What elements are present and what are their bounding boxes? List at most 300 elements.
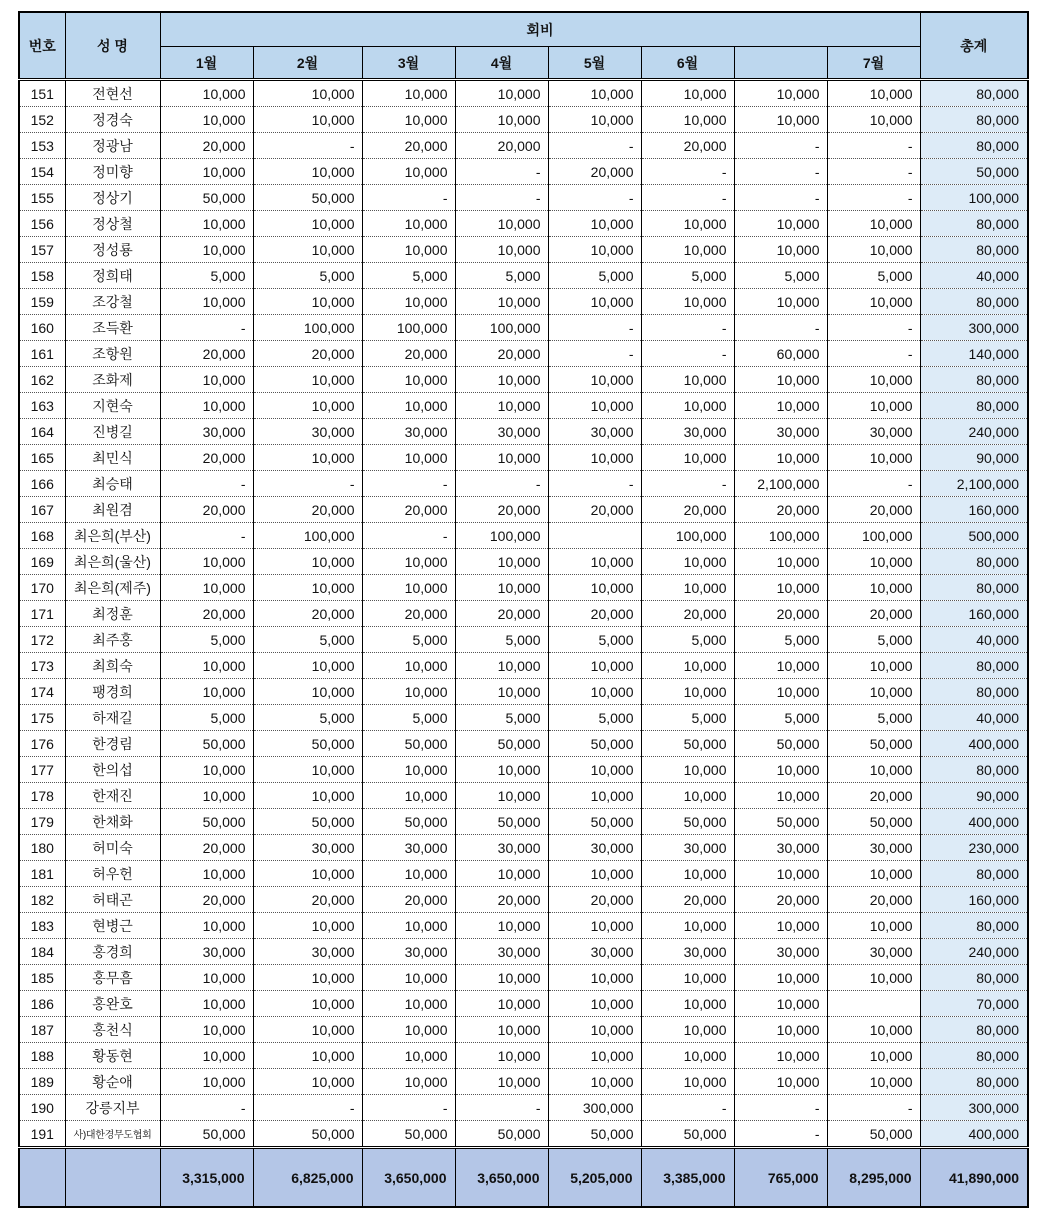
fee-cell: 5,000 <box>253 263 362 289</box>
fee-cell: - <box>827 341 920 367</box>
fee-cell: 30,000 <box>641 419 734 445</box>
member-name: 황동현 <box>65 1043 160 1069</box>
fee-cell: 100,000 <box>641 523 734 549</box>
header-month-6: 6월 <box>641 47 734 80</box>
row-total: 80,000 <box>920 1017 1028 1043</box>
fee-cell: 20,000 <box>734 887 827 913</box>
fee-cell: - <box>160 471 253 497</box>
fee-cell: 10,000 <box>362 1017 455 1043</box>
row-number: 169 <box>19 549 65 575</box>
row-total: 160,000 <box>920 887 1028 913</box>
fee-cell: 10,000 <box>548 991 641 1017</box>
fee-cell: 10,000 <box>455 289 548 315</box>
member-name: 정성룡 <box>65 237 160 263</box>
member-name: 홍천식 <box>65 1017 160 1043</box>
fee-cell: 20,000 <box>160 887 253 913</box>
row-total: 90,000 <box>920 445 1028 471</box>
fee-cell: 50,000 <box>253 1121 362 1148</box>
fee-cell: 50,000 <box>641 731 734 757</box>
fee-cell: 100,000 <box>253 315 362 341</box>
table-body <box>19 80 1028 1148</box>
fee-cell: - <box>548 185 641 211</box>
row-total: 40,000 <box>920 705 1028 731</box>
row-total: 230,000 <box>920 835 1028 861</box>
row-total: 2,100,000 <box>920 471 1028 497</box>
header-month-1: 1월 <box>160 47 253 80</box>
fee-cell: - <box>160 523 253 549</box>
fee-cell: 10,000 <box>160 757 253 783</box>
fee-cell: 20,000 <box>362 133 455 159</box>
member-name: 허태곤 <box>65 887 160 913</box>
fee-cell: - <box>455 159 548 185</box>
fee-cell: 30,000 <box>827 835 920 861</box>
fee-cell: 50,000 <box>827 1121 920 1148</box>
fee-cell: - <box>827 185 920 211</box>
row-total: 80,000 <box>920 757 1028 783</box>
member-name: 조강철 <box>65 289 160 315</box>
fee-cell: - <box>160 315 253 341</box>
row-total: 80,000 <box>920 133 1028 159</box>
fee-cell: - <box>827 159 920 185</box>
fee-cell: 20,000 <box>548 497 641 523</box>
fee-cell: 10,000 <box>641 445 734 471</box>
fee-cell: 10,000 <box>827 393 920 419</box>
row-total: 300,000 <box>920 315 1028 341</box>
row-total: 80,000 <box>920 237 1028 263</box>
fee-cell: 20,000 <box>160 341 253 367</box>
fee-cell: 5,000 <box>641 627 734 653</box>
row-number: 167 <box>19 497 65 523</box>
table-row <box>19 601 1028 627</box>
row-number: 176 <box>19 731 65 757</box>
row-total: 80,000 <box>920 80 1028 107</box>
fee-cell: 20,000 <box>827 887 920 913</box>
fee-cell: 10,000 <box>160 783 253 809</box>
fee-cell: 100,000 <box>734 523 827 549</box>
fee-cell <box>827 991 920 1017</box>
member-name: 최원겸 <box>65 497 160 523</box>
fee-cell: 30,000 <box>827 939 920 965</box>
member-name: 한의섭 <box>65 757 160 783</box>
fee-cell: 20,000 <box>253 887 362 913</box>
fee-cell: 10,000 <box>734 653 827 679</box>
fee-cell: - <box>160 1095 253 1121</box>
fee-cell: 10,000 <box>548 861 641 887</box>
row-total: 500,000 <box>920 523 1028 549</box>
fee-cell: 30,000 <box>362 835 455 861</box>
fee-cell: - <box>827 471 920 497</box>
member-name: 허우헌 <box>65 861 160 887</box>
fee-cell: 5,000 <box>160 705 253 731</box>
fee-cell: 50,000 <box>160 185 253 211</box>
fee-cell: 50,000 <box>734 731 827 757</box>
fee-cell: 30,000 <box>455 939 548 965</box>
fee-cell: 10,000 <box>641 393 734 419</box>
fee-cell: 10,000 <box>362 80 455 107</box>
fee-cell: 10,000 <box>362 1069 455 1095</box>
fee-cell: 10,000 <box>253 159 362 185</box>
table-row <box>19 471 1028 497</box>
fee-cell: 20,000 <box>455 497 548 523</box>
fee-cell: 10,000 <box>827 965 920 991</box>
fee-cell: 5,000 <box>253 705 362 731</box>
row-total: 240,000 <box>920 419 1028 445</box>
header-name: 성 명 <box>65 12 160 80</box>
header-total: 총계 <box>920 12 1028 80</box>
fee-cell: 5,000 <box>641 263 734 289</box>
row-number: 183 <box>19 913 65 939</box>
fee-cell: 5,000 <box>827 627 920 653</box>
table-row <box>19 627 1028 653</box>
fee-cell: 10,000 <box>734 783 827 809</box>
member-name: 허미숙 <box>65 835 160 861</box>
fee-cell: 30,000 <box>253 419 362 445</box>
fee-cell: 5,000 <box>827 705 920 731</box>
fee-cell: 10,000 <box>455 80 548 107</box>
totals-cell: 6,825,000 <box>253 1148 362 1208</box>
fee-cell: 10,000 <box>548 80 641 107</box>
table-row <box>19 835 1028 861</box>
totals-cell: 3,650,000 <box>455 1148 548 1208</box>
member-name: 홍경희 <box>65 939 160 965</box>
fee-cell: 10,000 <box>362 367 455 393</box>
fee-cell: 30,000 <box>641 835 734 861</box>
fee-cell: 5,000 <box>160 627 253 653</box>
fee-cell: 20,000 <box>641 887 734 913</box>
fee-cell: - <box>362 1095 455 1121</box>
fee-cell: 30,000 <box>548 939 641 965</box>
fee-cell: 50,000 <box>362 731 455 757</box>
fee-cell: 100,000 <box>362 315 455 341</box>
row-number: 155 <box>19 185 65 211</box>
fee-cell: - <box>827 133 920 159</box>
header-month-5: 5월 <box>548 47 641 80</box>
fee-cell: 5,000 <box>734 705 827 731</box>
fee-cell: 10,000 <box>548 445 641 471</box>
row-number: 154 <box>19 159 65 185</box>
row-number: 162 <box>19 367 65 393</box>
fee-cell: 50,000 <box>548 731 641 757</box>
table-row <box>19 991 1028 1017</box>
fee-cell: 10,000 <box>253 445 362 471</box>
table-row <box>19 159 1028 185</box>
header-month-2: 2월 <box>253 47 362 80</box>
fee-cell: 5,000 <box>455 263 548 289</box>
fee-cell: 50,000 <box>362 809 455 835</box>
member-name: 정광남 <box>65 133 160 159</box>
table-row <box>19 1017 1028 1043</box>
table-row <box>19 263 1028 289</box>
table-row <box>19 1043 1028 1069</box>
fee-cell: - <box>827 315 920 341</box>
fee-cell: 10,000 <box>827 861 920 887</box>
fee-cell: 10,000 <box>734 1043 827 1069</box>
fee-cell: 10,000 <box>827 757 920 783</box>
fee-cell: 10,000 <box>827 445 920 471</box>
member-name: 전현선 <box>65 80 160 107</box>
row-total: 140,000 <box>920 341 1028 367</box>
member-name: 현병근 <box>65 913 160 939</box>
fee-cell: 50,000 <box>455 731 548 757</box>
row-total: 100,000 <box>920 185 1028 211</box>
fee-cell: 10,000 <box>160 211 253 237</box>
fee-cell: 10,000 <box>641 80 734 107</box>
member-name: 황순애 <box>65 1069 160 1095</box>
fee-cell: 10,000 <box>362 783 455 809</box>
row-number: 190 <box>19 1095 65 1121</box>
fee-cell: 10,000 <box>734 1069 827 1095</box>
fee-cell: 10,000 <box>455 679 548 705</box>
fee-cell: 10,000 <box>548 783 641 809</box>
fee-cell: 10,000 <box>827 80 920 107</box>
row-number: 185 <box>19 965 65 991</box>
fee-cell: 20,000 <box>827 783 920 809</box>
fee-cell: 10,000 <box>734 861 827 887</box>
fee-cell: 10,000 <box>455 783 548 809</box>
row-total: 80,000 <box>920 913 1028 939</box>
member-name: 한채화 <box>65 809 160 835</box>
table-row <box>19 965 1028 991</box>
row-total: 80,000 <box>920 367 1028 393</box>
fee-cell: 10,000 <box>362 965 455 991</box>
fee-cell: 10,000 <box>455 1017 548 1043</box>
fee-cell <box>548 523 641 549</box>
fee-cell: 20,000 <box>253 497 362 523</box>
fee-cell: 10,000 <box>160 913 253 939</box>
row-total: 80,000 <box>920 861 1028 887</box>
fee-cell: 10,000 <box>641 991 734 1017</box>
fee-cell: 10,000 <box>160 575 253 601</box>
fee-cell: 20,000 <box>362 601 455 627</box>
fee-cell: 10,000 <box>362 1043 455 1069</box>
table-row <box>19 237 1028 263</box>
totals-cell: 3,315,000 <box>160 1148 253 1208</box>
fee-cell: - <box>455 1095 548 1121</box>
fee-cell: 10,000 <box>548 679 641 705</box>
fee-cell: - <box>548 315 641 341</box>
table-row <box>19 419 1028 445</box>
fee-cell: 10,000 <box>641 653 734 679</box>
row-number: 163 <box>19 393 65 419</box>
fee-cell: 10,000 <box>160 237 253 263</box>
fee-cell: - <box>641 315 734 341</box>
fee-cell: 30,000 <box>548 419 641 445</box>
fee-cell: 10,000 <box>827 679 920 705</box>
row-number: 153 <box>19 133 65 159</box>
fee-cell: 10,000 <box>160 107 253 133</box>
fee-table <box>18 11 1029 1208</box>
row-number: 160 <box>19 315 65 341</box>
totals-cell: 3,650,000 <box>362 1148 455 1208</box>
row-total: 240,000 <box>920 939 1028 965</box>
fee-cell: 20,000 <box>160 133 253 159</box>
fee-cell: - <box>548 341 641 367</box>
fee-cell: 10,000 <box>253 1069 362 1095</box>
row-total: 90,000 <box>920 783 1028 809</box>
row-total: 80,000 <box>920 549 1028 575</box>
table-row <box>19 887 1028 913</box>
fee-cell: 10,000 <box>160 367 253 393</box>
fee-cell: 10,000 <box>253 1017 362 1043</box>
fee-cell: 10,000 <box>641 913 734 939</box>
fee-cell: 10,000 <box>160 861 253 887</box>
fee-cell: 30,000 <box>734 835 827 861</box>
row-total: 80,000 <box>920 575 1028 601</box>
member-name: 사)대한경무도협회 <box>65 1121 160 1148</box>
fee-cell: 10,000 <box>362 575 455 601</box>
fee-cell: 10,000 <box>734 211 827 237</box>
fee-cell: 10,000 <box>362 289 455 315</box>
fee-cell: - <box>548 471 641 497</box>
member-name: 조항원 <box>65 341 160 367</box>
fee-cell: - <box>641 471 734 497</box>
fee-cell: 10,000 <box>253 289 362 315</box>
member-name: 홍완호 <box>65 991 160 1017</box>
row-total: 400,000 <box>920 731 1028 757</box>
row-number: 189 <box>19 1069 65 1095</box>
member-name: 진병길 <box>65 419 160 445</box>
fee-cell: 10,000 <box>827 107 920 133</box>
fee-cell: 20,000 <box>160 835 253 861</box>
fee-cell: 10,000 <box>160 991 253 1017</box>
fee-cell: 50,000 <box>253 185 362 211</box>
fee-cell: 20,000 <box>362 887 455 913</box>
row-number: 178 <box>19 783 65 809</box>
fee-cell: 300,000 <box>548 1095 641 1121</box>
fee-cell: 10,000 <box>253 393 362 419</box>
fee-cell: 20,000 <box>253 601 362 627</box>
fee-cell: - <box>734 185 827 211</box>
fee-cell: - <box>641 1095 734 1121</box>
member-name: 정경숙 <box>65 107 160 133</box>
table-row <box>19 1095 1028 1121</box>
fee-cell: 10,000 <box>641 965 734 991</box>
fee-cell: 10,000 <box>455 757 548 783</box>
fee-cell: 10,000 <box>455 1043 548 1069</box>
fee-cell: 10,000 <box>548 757 641 783</box>
fee-cell: 10,000 <box>548 211 641 237</box>
table-row <box>19 653 1028 679</box>
fee-cell: 10,000 <box>641 783 734 809</box>
header-month-3: 3월 <box>362 47 455 80</box>
row-number: 179 <box>19 809 65 835</box>
fee-cell: 10,000 <box>548 965 641 991</box>
member-name: 최주홍 <box>65 627 160 653</box>
member-name: 조득환 <box>65 315 160 341</box>
fee-cell: 10,000 <box>253 965 362 991</box>
member-name: 최은희(울산) <box>65 549 160 575</box>
fee-cell: 5,000 <box>548 627 641 653</box>
row-number: 188 <box>19 1043 65 1069</box>
fee-cell: 50,000 <box>455 1121 548 1148</box>
member-name: 정상철 <box>65 211 160 237</box>
fee-cell: 10,000 <box>362 991 455 1017</box>
row-number: 175 <box>19 705 65 731</box>
fee-cell: 10,000 <box>455 367 548 393</box>
table-row <box>19 705 1028 731</box>
fee-cell: 50,000 <box>827 809 920 835</box>
fee-cell: 10,000 <box>160 159 253 185</box>
fee-cell: 20,000 <box>827 497 920 523</box>
fee-cell: 30,000 <box>160 939 253 965</box>
fee-cell: 30,000 <box>455 419 548 445</box>
fee-cell: 50,000 <box>641 1121 734 1148</box>
fee-cell: 50,000 <box>160 809 253 835</box>
fee-cell: 10,000 <box>455 653 548 679</box>
fee-cell: 10,000 <box>362 393 455 419</box>
fee-cell: 20,000 <box>362 341 455 367</box>
totals-cell: 765,000 <box>734 1148 827 1208</box>
fee-cell: 10,000 <box>827 913 920 939</box>
fee-cell: 10,000 <box>734 445 827 471</box>
fee-cell: 50,000 <box>455 809 548 835</box>
table-row <box>19 107 1028 133</box>
fee-cell: 20,000 <box>548 887 641 913</box>
table-row <box>19 939 1028 965</box>
fee-cell: 10,000 <box>253 991 362 1017</box>
row-number: 181 <box>19 861 65 887</box>
header-fee-group: 회비 <box>160 12 920 47</box>
fee-cell: 10,000 <box>548 367 641 393</box>
fee-cell: 20,000 <box>160 497 253 523</box>
fee-cell: 2,100,000 <box>734 471 827 497</box>
member-name: 최민식 <box>65 445 160 471</box>
table-row <box>19 1121 1028 1148</box>
fee-cell: 10,000 <box>455 445 548 471</box>
member-name: 최희숙 <box>65 653 160 679</box>
fee-cell: - <box>253 471 362 497</box>
fee-cell: 10,000 <box>734 679 827 705</box>
row-total: 70,000 <box>920 991 1028 1017</box>
fee-cell: - <box>734 1095 827 1121</box>
fee-cell: 10,000 <box>455 549 548 575</box>
fee-cell: - <box>253 1095 362 1121</box>
member-name: 최승태 <box>65 471 160 497</box>
table-row <box>19 393 1028 419</box>
row-number: 159 <box>19 289 65 315</box>
fee-cell: 10,000 <box>362 237 455 263</box>
fee-cell: 30,000 <box>734 419 827 445</box>
fee-cell: 10,000 <box>734 393 827 419</box>
fee-cell: 5,000 <box>253 627 362 653</box>
fee-cell: - <box>548 133 641 159</box>
row-total: 80,000 <box>920 965 1028 991</box>
fee-cell: 10,000 <box>827 1069 920 1095</box>
fee-cell: 10,000 <box>160 653 253 679</box>
fee-cell: 50,000 <box>253 809 362 835</box>
fee-cell: 10,000 <box>253 1043 362 1069</box>
table-row <box>19 289 1028 315</box>
fee-cell: 30,000 <box>734 939 827 965</box>
fee-cell: - <box>734 1121 827 1148</box>
row-number: 151 <box>19 80 65 107</box>
table-row <box>19 731 1028 757</box>
grand-total: 41,890,000 <box>920 1148 1028 1208</box>
row-total: 160,000 <box>920 497 1028 523</box>
table-row <box>19 133 1028 159</box>
fee-cell: 10,000 <box>734 107 827 133</box>
fee-cell: 10,000 <box>641 289 734 315</box>
fee-cell: 10,000 <box>160 393 253 419</box>
fee-cell: 20,000 <box>253 341 362 367</box>
fee-cell: 10,000 <box>362 159 455 185</box>
row-number: 180 <box>19 835 65 861</box>
member-name: 최정훈 <box>65 601 160 627</box>
fee-cell: 10,000 <box>362 861 455 887</box>
totals-row <box>19 1148 1028 1208</box>
fee-cell: 50,000 <box>548 809 641 835</box>
fee-cell: 10,000 <box>641 861 734 887</box>
